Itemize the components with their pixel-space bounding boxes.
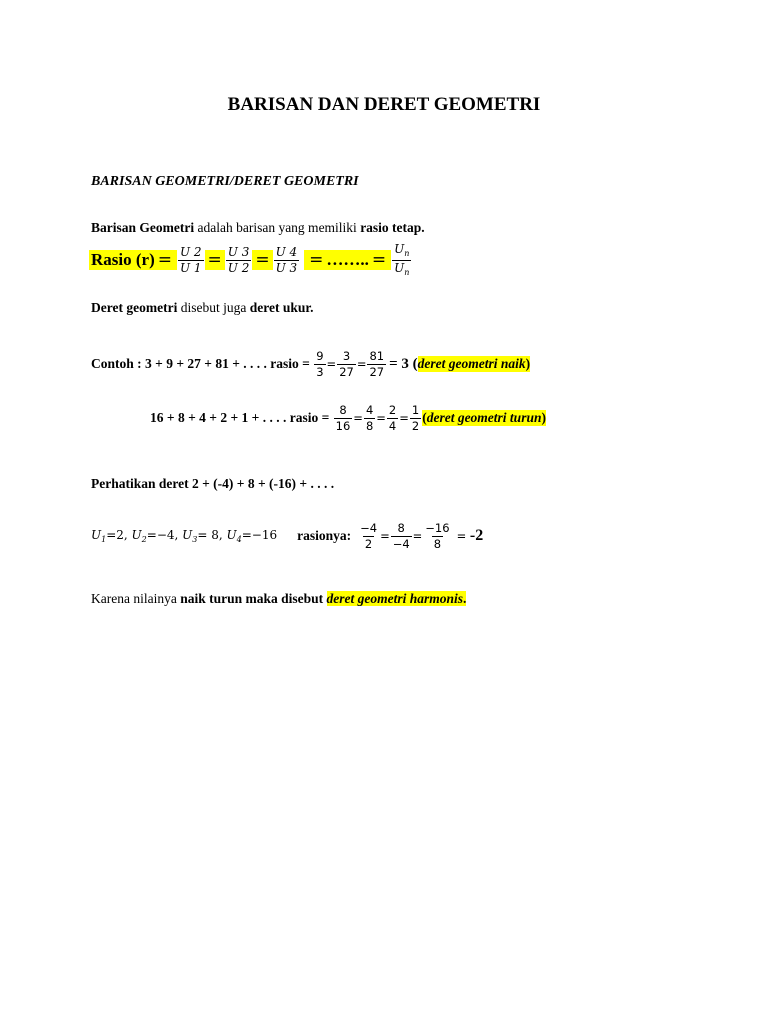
term-u3: $U_3= 8$, bbox=[182, 528, 227, 545]
section-subtitle: BARISAN GEOMETRI/DERET GEOMETRI bbox=[91, 174, 359, 189]
equals-sign: = bbox=[456, 529, 470, 544]
definition-bold-end: rasio tetap. bbox=[360, 220, 425, 235]
fraction: $\frac{4}{8}$ bbox=[365, 403, 374, 433]
deret-ukur-term: Deret geometri bbox=[91, 300, 178, 315]
example-1-note: deret geometri naik bbox=[417, 356, 526, 372]
equals-sign: = bbox=[353, 411, 363, 426]
ratio-result: -2 bbox=[469, 527, 484, 545]
fraction-un-un bbox=[392, 243, 411, 278]
fraction-numerator: $U_n$ bbox=[394, 242, 410, 258]
conclusion-bold: naik turun maka disebut bbox=[180, 591, 327, 606]
fraction: $\frac{8}{16}$ bbox=[335, 403, 351, 433]
fraction-denominator: U 1 bbox=[179, 260, 202, 275]
fraction: $\frac{2}{4}$ bbox=[388, 403, 397, 433]
equals-sign: = bbox=[399, 411, 409, 426]
deret-ukur-text: disebut juga bbox=[177, 300, 250, 315]
ratio-label-highlight bbox=[89, 250, 177, 270]
ratio-formula bbox=[89, 243, 412, 278]
fraction-u3-u2 bbox=[226, 246, 252, 275]
rasionya-label: rasionya: bbox=[297, 528, 352, 544]
fraction-numerator: U 2 bbox=[179, 244, 202, 259]
example-1-close: ) bbox=[525, 356, 531, 372]
equals-sign: = bbox=[157, 250, 172, 271]
equals-sign: = bbox=[376, 411, 386, 426]
example-3-terms bbox=[91, 528, 277, 544]
example-2-prefix: 16 + 8 + 4 + 2 + 1 + . . . . rasio = bbox=[150, 410, 333, 426]
ellipsis-dots: …….. bbox=[326, 250, 369, 270]
example-1-note-highlight bbox=[418, 356, 531, 372]
ratio-label: Rasio (r) bbox=[91, 250, 155, 270]
fraction-denominator: U 3 bbox=[275, 260, 298, 275]
fraction-denominator: U 2 bbox=[227, 260, 250, 275]
deret-ukur-bold-end: deret ukur. bbox=[249, 300, 314, 315]
equals-sign: = bbox=[309, 250, 324, 271]
fraction-denominator: $U_n$ bbox=[394, 260, 410, 277]
fraction: $\frac{9}{3}$ bbox=[316, 349, 324, 379]
fraction: $\frac{-16}{8}$ bbox=[425, 521, 450, 551]
term-u2: $U_2=-4$, bbox=[131, 528, 183, 545]
fraction: $\frac{-4}{2}$ bbox=[360, 521, 378, 551]
definition-text: adalah barisan yang memiliki bbox=[194, 220, 361, 235]
conclusion-highlight: deret geometri harmonis. bbox=[326, 591, 467, 606]
equals-sign: = bbox=[252, 250, 272, 270]
fraction-numerator: U 4 bbox=[275, 244, 298, 259]
example-2-note: deret geometri turun bbox=[426, 410, 542, 426]
conclusion-start: Karena nilainya bbox=[91, 591, 181, 606]
example-3 bbox=[91, 522, 483, 550]
equals-sign: = bbox=[356, 357, 367, 372]
fraction: $\frac{81}{27}$ bbox=[369, 349, 385, 379]
definition-paragraph bbox=[91, 220, 425, 236]
fraction-numerator: U 3 bbox=[227, 244, 250, 259]
term-u1: $U_1=2$, bbox=[91, 528, 132, 545]
example-1-prefix: Contoh : 3 + 9 + 27 + 81 + . . . . rasio = bbox=[91, 356, 314, 372]
equals-sign: = bbox=[326, 357, 337, 372]
example-1-result: = 3 ( bbox=[389, 355, 418, 372]
example-3-intro: Perhatikan deret 2 + (-4) + 8 + (-16) + . . . . bbox=[91, 476, 335, 491]
equals-sign: = bbox=[412, 529, 423, 544]
definition-term: Barisan Geometri bbox=[91, 220, 195, 235]
fraction-u2-u1 bbox=[178, 246, 204, 275]
example-1 bbox=[91, 350, 530, 378]
equals-sign: = bbox=[380, 529, 390, 544]
example-2 bbox=[150, 404, 546, 432]
example-2-note-highlight: (deret geometri turun) bbox=[422, 410, 546, 426]
conclusion-paragraph bbox=[91, 591, 466, 607]
fraction: $\frac{3}{27}$ bbox=[339, 349, 354, 379]
dots-highlight bbox=[304, 250, 391, 270]
equals-sign: = bbox=[371, 250, 387, 271]
fraction-u4-u3 bbox=[274, 246, 300, 275]
deret-ukur-paragraph bbox=[91, 300, 313, 316]
term-u4: $U_4=-16$ bbox=[226, 528, 278, 545]
page-title: BARISAN DAN DERET GEOMETRI bbox=[227, 94, 541, 115]
equals-sign: = bbox=[205, 250, 225, 270]
fraction: $\frac{8}{-4}$ bbox=[392, 521, 410, 551]
fraction: $\frac{1}{2}$ bbox=[411, 403, 420, 433]
